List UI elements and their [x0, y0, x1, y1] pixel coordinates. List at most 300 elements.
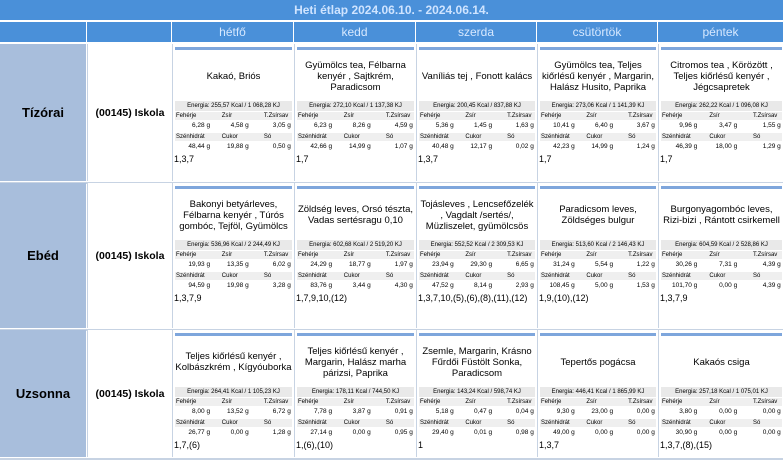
value-so: 1,24 g — [636, 143, 655, 150]
label-zsir: Zsír — [709, 399, 720, 405]
cell-accent-bar — [540, 333, 656, 336]
cell-accent-bar — [661, 186, 782, 189]
label-so: Só — [263, 273, 272, 279]
value-cukor: 8,14 g — [473, 282, 493, 289]
value-tzsir: 0,00 g — [762, 408, 781, 415]
label-szenhidrat: Szénhidrát — [662, 134, 691, 140]
value-zsir: 7,31 g — [719, 261, 738, 268]
nutrient-labels-row-2 — [297, 133, 414, 141]
value-zsir: 0,00 g — [719, 408, 738, 415]
cell-accent-bar — [419, 186, 535, 189]
label-cukor: Cukor — [465, 134, 482, 140]
value-so: 0,95 g — [394, 429, 413, 436]
nutrient-values-row-2 — [661, 142, 782, 152]
nutrient-values-row-1 — [661, 407, 782, 417]
nutrient-values-row-1 — [540, 121, 656, 131]
nutrient-labels-row-1 — [297, 251, 414, 259]
value-zsir: 3,87 g — [352, 408, 371, 415]
value-zsir: 29,30 g — [470, 261, 493, 268]
label-feherje: Fehérje — [420, 252, 441, 258]
energy-value: Energia: 552,52 Kcal / 2 309,53 KJ — [419, 240, 535, 250]
label-zsir: Zsír — [586, 252, 597, 258]
nutrient-values-row-1 — [175, 121, 292, 131]
energy-value: Energia: 257,18 Kcal / 1 075,01 KJ — [661, 387, 782, 397]
label-tzsir: T.Zsírsav — [263, 113, 289, 119]
nutrient-values-row-2 — [419, 142, 535, 152]
day-header-1: kedd — [294, 22, 415, 42]
cell-accent-bar — [540, 47, 656, 50]
cell-accent-bar — [297, 47, 414, 50]
nutrient-labels-row-2 — [661, 133, 782, 141]
meal-label: Uzsonna — [0, 330, 86, 457]
dish-names: Gyümölcs tea, Félbarna kenyér , Sajtkrém, Paradicsom — [305, 59, 406, 93]
menu-cell — [172, 183, 294, 328]
allergen-codes: 1,7 — [660, 154, 673, 164]
school-label: (00145) Iskola — [87, 183, 172, 328]
nutrient-values-row-1 — [661, 260, 782, 270]
value-cukor: 5,00 g — [594, 282, 614, 289]
allergen-codes: 1,3,7 — [418, 154, 439, 164]
value-szenhidrat: 83,76 g — [310, 282, 333, 289]
label-cukor: Cukor — [709, 273, 726, 279]
label-tzsir: T.Zsírsav — [385, 252, 411, 258]
meal-label: Ebéd — [0, 183, 86, 328]
header-empty-school — [87, 22, 171, 42]
label-so: Só — [385, 420, 394, 426]
value-szenhidrat: 48,44 g — [188, 143, 211, 150]
nutrient-labels-row-2 — [540, 419, 656, 427]
cell-accent-bar — [540, 186, 656, 189]
label-zsir: Zsír — [221, 399, 233, 405]
nutrient-labels-row-2 — [419, 272, 535, 280]
value-tzsir: 0,00 g — [636, 408, 655, 415]
value-tzsir: 1,22 g — [636, 261, 655, 268]
nutrient-values-row-1 — [419, 121, 535, 131]
cell-accent-bar — [419, 333, 535, 336]
nutrient-values-row-1 — [540, 260, 656, 270]
value-so: 0,50 g — [272, 143, 291, 150]
label-cukor: Cukor — [343, 134, 360, 140]
value-cukor: 0,00 g — [352, 429, 371, 436]
label-zsir: Zsír — [586, 399, 597, 405]
value-cukor: 0,01 g — [473, 429, 493, 436]
value-tzsir: 1,63 g — [515, 122, 534, 129]
nutrient-labels-row-2 — [175, 272, 292, 280]
nutrient-labels-row-1 — [661, 112, 782, 120]
label-feherje: Fehérje — [541, 399, 562, 405]
label-szenhidrat: Szénhidrát — [662, 273, 691, 279]
value-so: 1,29 g — [762, 143, 781, 150]
value-zsir: 13,35 g — [227, 261, 249, 268]
nutrient-values-row-2 — [661, 281, 782, 291]
label-tzsir: T.Zsírsav — [385, 399, 411, 405]
dish-names: Kakaó, Briós — [206, 70, 261, 82]
nutrient-labels-row-2 — [297, 419, 414, 427]
day-header-2: szerda — [416, 22, 536, 42]
value-zsir: 8,26 g — [352, 122, 371, 129]
label-feherje: Fehérje — [420, 399, 441, 405]
allergen-codes: 1,3,7,10,(5),(6),(8),(11),(12) — [418, 293, 528, 303]
energy-value: Energia: 602,68 Kcal / 2 519,20 KJ — [297, 240, 414, 250]
label-feherje: Fehérje — [662, 252, 683, 258]
value-cukor: 0,00 g — [719, 282, 738, 289]
label-feherje: Fehérje — [662, 399, 683, 405]
menu-cell — [172, 330, 294, 457]
nutrient-labels-row-1 — [540, 112, 656, 120]
value-szenhidrat: 27,14 g — [310, 429, 333, 436]
label-szenhidrat: Szénhidrát — [298, 134, 327, 140]
value-tzsir: 4,39 g — [762, 261, 781, 268]
cell-accent-bar — [661, 47, 782, 50]
menu-cell — [172, 44, 294, 181]
energy-value: Energia: 273,06 Kcal / 1 141,39 KJ — [540, 101, 656, 111]
energy-value: Energia: 264,41 Kcal / 1 105,23 KJ — [175, 387, 292, 397]
label-szenhidrat: Szénhidrát — [176, 420, 205, 426]
label-tzsir: T.Zsírsav — [628, 113, 653, 119]
menu-cell — [294, 330, 416, 457]
school-label: (00145) Iskola — [87, 44, 172, 181]
label-szenhidrat: Szénhidrát — [541, 420, 570, 426]
value-tzsir: 6,02 g — [272, 261, 291, 268]
menu-cell — [537, 44, 658, 181]
value-tzsir: 6,65 g — [515, 261, 534, 268]
menu-cell — [658, 44, 783, 181]
label-cukor: Cukor — [465, 273, 482, 279]
label-so: Só — [752, 134, 761, 140]
label-tzsir: T.Zsírsav — [628, 399, 653, 405]
school-label: (00145) Iskola — [87, 330, 172, 457]
value-tzsir: 1,55 g — [762, 122, 781, 129]
cell-accent-bar — [175, 186, 292, 189]
energy-value: Energia: 604,59 Kcal / 2 528,86 KJ — [661, 240, 782, 250]
label-feherje: Fehérje — [420, 113, 441, 119]
value-cukor: 12,17 g — [470, 143, 493, 150]
label-cukor: Cukor — [465, 420, 482, 426]
value-cukor: 3,44 g — [352, 282, 371, 289]
label-so: Só — [628, 134, 636, 140]
label-so: Só — [507, 273, 515, 279]
energy-value: Energia: 143,24 Kcal / 598,74 KJ — [419, 387, 535, 397]
label-zsir: Zsír — [343, 252, 355, 258]
value-cukor: 0,00 g — [594, 429, 614, 436]
value-so: 0,02 g — [515, 143, 534, 150]
nutrient-values-row-1 — [661, 121, 782, 131]
value-cukor: 19,88 g — [227, 143, 249, 150]
dish-names: Bakonyi betyárleves, Félbarna kenyér , Túrós gombóc, Tejföl, Gyümölcs — [179, 198, 288, 232]
value-szenhidrat: 49,00 g — [553, 429, 575, 436]
nutrient-values-row-1 — [540, 407, 656, 417]
nutrient-labels-row-1 — [175, 398, 292, 406]
energy-value: Energia: 262,22 Kcal / 1 096,08 KJ — [661, 101, 782, 111]
value-szenhidrat: 29,40 g — [432, 429, 454, 436]
value-szenhidrat: 94,59 g — [188, 282, 211, 289]
nutrient-labels-row-2 — [540, 272, 656, 280]
value-feherje: 5,36 g — [435, 122, 454, 129]
day-header-0: hétfő — [172, 22, 293, 42]
value-zsir: 18,77 g — [349, 261, 371, 268]
value-feherje: 19,93 g — [188, 261, 211, 268]
menu-cell — [416, 44, 537, 181]
header-empty-meal — [0, 22, 86, 42]
nutrient-values-row-2 — [419, 281, 535, 291]
label-feherje: Fehérje — [541, 252, 562, 258]
nutrient-labels-row-1 — [297, 398, 414, 406]
value-so: 0,00 g — [636, 429, 655, 436]
label-szenhidrat: Szénhidrát — [420, 273, 449, 279]
energy-value: Energia: 272,10 Kcal / 1 137,38 KJ — [297, 101, 414, 111]
nutrient-values-row-2 — [175, 428, 292, 438]
label-szenhidrat: Szénhidrát — [420, 420, 449, 426]
nutrient-values-row-1 — [297, 260, 414, 270]
dish-names: Citromos tea , Körözött , Teljes kiőrlésű kenyér , Jégcsapretek — [670, 59, 773, 93]
value-so: 3,28 g — [272, 282, 291, 289]
value-zsir: 3,47 g — [719, 122, 738, 129]
cell-accent-bar — [419, 47, 535, 50]
menu-cell — [294, 183, 416, 328]
nutrient-labels-row-1 — [175, 112, 292, 120]
energy-value: Energia: 513,60 Kcal / 2 146,43 KJ — [540, 240, 656, 250]
nutrient-values-row-2 — [175, 142, 292, 152]
allergen-codes: 1,7 — [296, 154, 309, 164]
nutrient-values-row-2 — [175, 281, 292, 291]
allergen-codes: 1 — [418, 440, 424, 450]
value-szenhidrat: 47,52 g — [432, 282, 454, 289]
day-header-4: péntek — [658, 22, 783, 42]
day-header-3: csütörtök — [537, 22, 657, 42]
menu-cell — [658, 330, 783, 457]
label-feherje: Fehérje — [176, 399, 197, 405]
menu-cell — [658, 183, 783, 328]
value-szenhidrat: 30,90 g — [675, 429, 698, 436]
label-szenhidrat: Szénhidrát — [298, 420, 327, 426]
nutrient-values-row-1 — [175, 407, 292, 417]
value-feherje: 5,18 g — [435, 408, 454, 415]
value-cukor: 18,00 g — [715, 143, 738, 150]
value-tzsir: 0,04 g — [515, 408, 534, 415]
dish-names: Vaníliás tej , Fonott kalács — [421, 70, 533, 82]
nutrient-labels-row-2 — [419, 419, 535, 427]
label-cukor: Cukor — [586, 134, 603, 140]
label-cukor: Cukor — [586, 420, 603, 426]
dish-names: Paradicsom leves, Zöldséges bulgur — [559, 204, 637, 226]
value-szenhidrat: 101,70 g — [671, 282, 698, 289]
label-szenhidrat: Szénhidrát — [541, 134, 570, 140]
value-cukor: 0,00 g — [719, 429, 738, 436]
allergen-codes: 1,7 — [539, 154, 552, 164]
label-tzsir: T.Zsírsav — [628, 252, 653, 258]
nutrient-values-row-2 — [540, 428, 656, 438]
value-tzsir: 6,72 g — [272, 408, 291, 415]
menu-title: Heti étlap 2024.06.10. - 2024.06.14. — [0, 0, 783, 20]
nutrient-labels-row-1 — [175, 251, 292, 259]
label-zsir: Zsír — [465, 252, 476, 258]
label-feherje: Fehérje — [541, 113, 562, 119]
label-cukor: Cukor — [343, 420, 360, 426]
value-so: 1,07 g — [394, 143, 413, 150]
label-zsir: Zsír — [221, 252, 233, 258]
nutrient-values-row-2 — [297, 428, 414, 438]
nutrient-labels-row-1 — [297, 112, 414, 120]
nutrient-values-row-1 — [175, 260, 292, 270]
label-cukor: Cukor — [221, 134, 238, 140]
value-tzsir: 0,91 g — [394, 408, 413, 415]
value-so: 4,30 g — [394, 282, 413, 289]
nutrient-values-row-1 — [419, 260, 535, 270]
nutrient-labels-row-1 — [661, 398, 782, 406]
value-feherje: 9,30 g — [556, 408, 575, 415]
nutrient-labels-row-1 — [419, 398, 535, 406]
label-tzsir: T.Zsírsav — [752, 252, 778, 258]
value-zsir: 1,45 g — [473, 122, 493, 129]
value-feherje: 30,26 g — [675, 261, 698, 268]
value-tzsir: 3,67 g — [636, 122, 655, 129]
allergen-codes: 1,(6),(10) — [296, 440, 334, 450]
allergen-codes: 1,7,(6) — [174, 440, 201, 450]
value-cukor: 19,98 g — [227, 282, 249, 289]
dish-names: Zöldség leves, Orsó tészta, Vadas sertésragu 0,10 — [297, 204, 414, 226]
menu-cell — [416, 330, 537, 457]
value-feherje: 6,23 g — [314, 122, 333, 129]
label-zsir: Zsír — [221, 113, 233, 119]
label-szenhidrat: Szénhidrát — [420, 134, 449, 140]
value-zsir: 4,58 g — [230, 122, 249, 129]
label-so: Só — [263, 134, 272, 140]
nutrient-values-row-1 — [297, 121, 414, 131]
label-tzsir: T.Zsírsav — [263, 252, 289, 258]
label-so: Só — [628, 420, 636, 426]
menu-cell — [294, 44, 416, 181]
value-zsir: 6,40 g — [594, 122, 614, 129]
label-tzsir: T.Zsírsav — [752, 113, 778, 119]
value-so: 4,39 g — [762, 282, 781, 289]
nutrient-labels-row-1 — [419, 112, 535, 120]
allergen-codes: 1,3,7 — [539, 440, 560, 450]
nutrient-labels-row-2 — [175, 419, 292, 427]
label-zsir: Zsír — [343, 399, 355, 405]
nutrient-labels-row-2 — [540, 133, 656, 141]
value-feherje: 23,94 g — [432, 261, 454, 268]
label-szenhidrat: Szénhidrát — [176, 134, 205, 140]
nutrient-labels-row-2 — [297, 272, 414, 280]
energy-value: Energia: 255,57 Kcal / 1 068,28 KJ — [175, 101, 292, 111]
cell-accent-bar — [175, 333, 292, 336]
label-tzsir: T.Zsírsav — [507, 252, 532, 258]
dish-names: Teljes kiőrlésű kenyér , Kolbászkrém , Kígyóuborka — [175, 351, 292, 373]
label-zsir: Zsír — [343, 113, 355, 119]
value-cukor: 14,99 g — [349, 143, 371, 150]
value-tzsir: 1,97 g — [394, 261, 413, 268]
value-feherje: 7,78 g — [314, 408, 333, 415]
value-feherje: 8,00 g — [192, 408, 211, 415]
label-tzsir: T.Zsírsav — [385, 113, 411, 119]
label-szenhidrat: Szénhidrát — [662, 420, 691, 426]
label-feherje: Fehérje — [662, 113, 683, 119]
value-so: 0,98 g — [515, 429, 534, 436]
value-zsir: 5,54 g — [594, 261, 614, 268]
label-cukor: Cukor — [586, 273, 603, 279]
allergen-codes: 1,3,7,9 — [174, 293, 202, 303]
label-tzsir: T.Zsírsav — [507, 399, 532, 405]
cell-accent-bar — [297, 333, 414, 336]
label-zsir: Zsír — [465, 399, 476, 405]
label-feherje: Fehérje — [176, 252, 197, 258]
allergen-codes: 1,3,7,(8),(15) — [660, 440, 713, 450]
value-szenhidrat: 26,77 g — [188, 429, 211, 436]
label-szenhidrat: Szénhidrát — [298, 273, 327, 279]
label-so: Só — [507, 134, 515, 140]
label-zsir: Zsír — [709, 113, 720, 119]
nutrient-labels-row-1 — [661, 251, 782, 259]
value-feherje: 31,24 g — [553, 261, 575, 268]
allergen-codes: 1,9,(10),(12) — [539, 293, 589, 303]
value-so: 1,53 g — [636, 282, 655, 289]
label-cukor: Cukor — [709, 420, 726, 426]
nutrient-values-row-2 — [297, 142, 414, 152]
label-szenhidrat: Szénhidrát — [541, 273, 570, 279]
energy-value: Energia: 200,45 Kcal / 837,88 KJ — [419, 101, 535, 111]
nutrient-values-row-1 — [419, 407, 535, 417]
label-zsir: Zsír — [586, 113, 597, 119]
label-so: Só — [628, 273, 636, 279]
label-cukor: Cukor — [221, 273, 238, 279]
nutrient-values-row-2 — [540, 142, 656, 152]
allergen-codes: 1,3,7 — [174, 154, 195, 164]
label-so: Só — [263, 420, 272, 426]
nutrient-values-row-1 — [297, 407, 414, 417]
value-zsir: 13,52 g — [227, 408, 249, 415]
value-feherje: 3,80 g — [679, 408, 698, 415]
dish-names: Burgonyagombóc leves, Rizi-bizi , Rántott csirkemell — [663, 204, 780, 226]
value-so: 1,28 g — [272, 429, 291, 436]
label-feherje: Fehérje — [176, 113, 197, 119]
dish-names: Tepertős pogácsa — [560, 356, 636, 368]
menu-cell — [537, 183, 658, 328]
energy-value: Energia: 536,96 Kcal / 2 244,49 KJ — [175, 240, 292, 250]
value-tzsir: 4,59 g — [394, 122, 413, 129]
menu-cell — [416, 183, 537, 328]
dish-names: Tojásleves , Lencsefőzelék , Vagdalt /sertés/, Müzliszelet, gyümölcsös — [420, 198, 534, 232]
label-so: Só — [385, 273, 394, 279]
label-feherje: Fehérje — [298, 399, 319, 405]
nutrient-labels-row-2 — [661, 419, 782, 427]
value-szenhidrat: 42,66 g — [310, 143, 333, 150]
nutrient-values-row-2 — [297, 281, 414, 291]
cell-accent-bar — [297, 186, 414, 189]
value-feherje: 9,96 g — [679, 122, 698, 129]
value-cukor: 14,99 g — [591, 143, 614, 150]
label-so: Só — [752, 273, 761, 279]
allergen-codes: 1,7,9,10,(12) — [296, 293, 348, 303]
value-szenhidrat: 42,23 g — [553, 143, 575, 150]
value-so: 2,93 g — [515, 282, 534, 289]
label-tzsir: T.Zsírsav — [752, 399, 778, 405]
dish-names: Kakaós csiga — [693, 356, 750, 368]
label-cukor: Cukor — [221, 420, 238, 426]
dish-names: Zsemle, Margarin, Krásno Fűrdői Füstölt Sonka, Paradicsom — [422, 345, 532, 379]
nutrient-labels-row-1 — [540, 251, 656, 259]
nutrient-labels-row-2 — [661, 272, 782, 280]
label-feherje: Fehérje — [298, 252, 319, 258]
nutrient-labels-row-1 — [540, 398, 656, 406]
energy-value: Energia: 178,11 Kcal / 744,50 KJ — [297, 387, 414, 397]
label-cukor: Cukor — [709, 134, 726, 140]
value-szenhidrat: 40,48 g — [432, 143, 454, 150]
label-feherje: Fehérje — [298, 113, 319, 119]
value-feherje: 10,41 g — [553, 122, 575, 129]
meal-label: Tízórai — [0, 44, 86, 181]
cell-accent-bar — [661, 333, 782, 336]
menu-cell — [537, 330, 658, 457]
